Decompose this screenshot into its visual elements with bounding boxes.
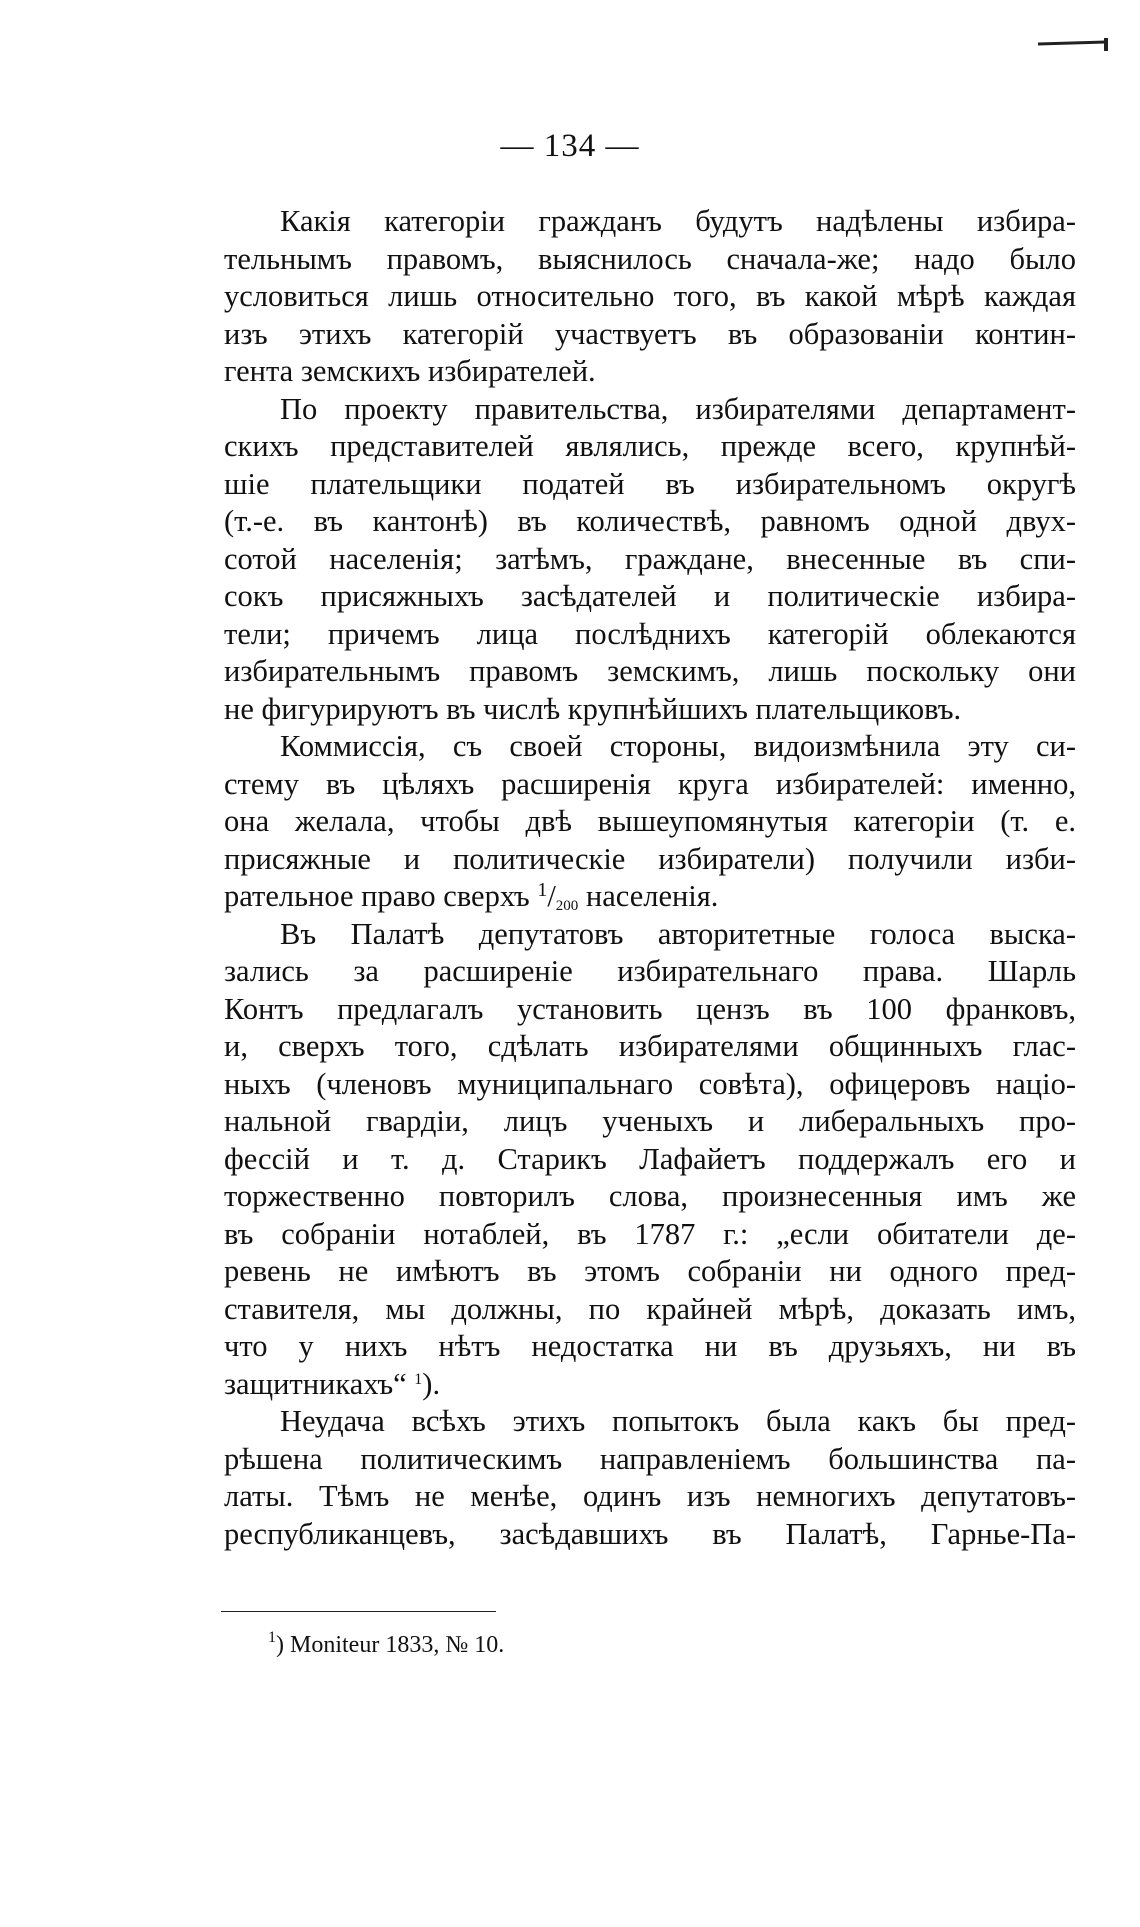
text-line: что у нихъ нѣтъ недостатка ни въ друзьяхъ, ни въ: [224, 1329, 1076, 1363]
text-line: республиканцевъ, засѣдавшихъ въ Палатѣ, Гарнье-Па-: [224, 1516, 1076, 1551]
text-line: изъ этихъ категорій участвуетъ въ образованіи контин-: [224, 316, 1076, 351]
page-number: — 134 —: [500, 128, 640, 164]
text-line: Какія категоріи гражданъ будутъ надѣлены избира-: [280, 204, 1076, 238]
text-line: не фигурируютъ въ числѣ крупнѣйшихъ плательщиковъ.: [224, 691, 962, 726]
footnote-divider: [221, 1611, 496, 1612]
text-line: ревень не имѣютъ въ этомъ собраніи ни одного пред-: [224, 1254, 1076, 1288]
scan-edge-mark: [1036, 36, 1112, 52]
fraction-denominator: 200: [555, 898, 579, 914]
text-line-with-fraction: [224, 878, 1076, 916]
text-line: и, сверхъ того, сдѣлать избирателями общинныхъ глас-: [224, 1029, 1076, 1063]
text-line: присяжные и политическіе избиратели) получили изби-: [224, 841, 1076, 876]
footnote-text: ) Moniteur 1833, № 10.: [276, 1632, 505, 1658]
text-line: Контъ предлагалъ установить цензъ въ 100 франковъ,: [224, 991, 1076, 1026]
text-line: нальной гвардіи, лицъ ученыхъ и либеральныхъ про-: [224, 1104, 1076, 1138]
body-text: [224, 203, 1076, 1553]
text-line: гента земскихъ избирателей.: [224, 354, 596, 388]
fraction-slash: /: [547, 879, 556, 913]
fraction-line-after: населенія.: [578, 879, 719, 913]
text-line: По проекту правительства, избирателями департамент-: [280, 391, 1076, 426]
footnote: [268, 1630, 504, 1660]
text-line: условиться лишь относительно того, въ какой мѣрѣ каждая: [224, 279, 1076, 313]
text-line: Въ Палатѣ депутатовъ авторитетные голоса выска-: [280, 916, 1076, 951]
footnote-line-after: ).: [422, 1366, 441, 1401]
paragraph: [224, 391, 1076, 729]
text-line: Коммиссія, съ своей стороны, видоизмѣнила эту си-: [280, 729, 1076, 763]
text-line: ныхъ (членовъ муниципальнаго совѣта), офицеровъ націо-: [224, 1066, 1076, 1101]
footnote-line-before: защитникахъ“: [224, 1366, 415, 1401]
footnote-marker: 1: [268, 1629, 276, 1646]
text-line: Неудача всѣхъ этихъ попытокъ была какъ бы пред-: [280, 1404, 1076, 1438]
text-line: (т.-е. въ кантонѣ) въ количествѣ, равномъ одной двух-: [224, 504, 1076, 538]
fraction-line-before: рательное право сверхъ: [224, 879, 538, 913]
text-line: зались за расширеніе избирательнаго права. Шарль: [224, 954, 1076, 988]
fraction-numerator: 1: [537, 879, 548, 901]
text-line: сокъ присяжныхъ засѣдателей и политическіе избира-: [224, 579, 1076, 613]
paragraph: [224, 203, 1076, 391]
text-line: торжественно повторилъ слова, произнесенныя имъ же: [224, 1179, 1076, 1213]
text-line-with-footnote-ref: [224, 1366, 1076, 1404]
text-line: стему въ цѣляхъ расширенія круга избирателей: именно,: [224, 766, 1076, 801]
paragraph: [224, 1403, 1076, 1553]
text-line: она желала, чтобы двѣ вышеупомянутыя категоріи (т. е.: [224, 804, 1076, 838]
text-line: тели; причемъ лица послѣднихъ категорій облекаются: [224, 616, 1076, 651]
text-line: рѣшена политическимъ направленіемъ большинства па-: [224, 1441, 1076, 1476]
text-line: скихъ представителей являлись, прежде всего, крупнѣй-: [224, 429, 1076, 463]
text-line: ставителя, мы должны, по крайней мѣрѣ, доказать имъ,: [224, 1291, 1076, 1326]
paragraph: [224, 728, 1076, 916]
text-line: избирательнымъ правомъ земскимъ, лишь поскольку они: [224, 654, 1076, 688]
text-line: фессій и т. д. Старикъ Лафайетъ поддержалъ его и: [224, 1141, 1076, 1176]
text-line: сотой населенія; затѣмъ, граждане, внесенные въ спи-: [224, 541, 1076, 576]
footnote-ref-marker: 1: [414, 1370, 423, 1388]
paragraph: [224, 916, 1076, 1404]
text-line: тельнымъ правомъ, выяснилось сначала-же; надо было: [224, 241, 1076, 276]
text-line: шіе плательщики податей въ избирательномъ округѣ: [224, 466, 1076, 501]
text-line: латы. Тѣмъ не менѣе, одинъ изъ немногихъ депутатовъ-: [224, 1479, 1076, 1513]
text-line: въ собраніи нотаблей, въ 1787 г.: „если обитатели де-: [224, 1216, 1076, 1251]
